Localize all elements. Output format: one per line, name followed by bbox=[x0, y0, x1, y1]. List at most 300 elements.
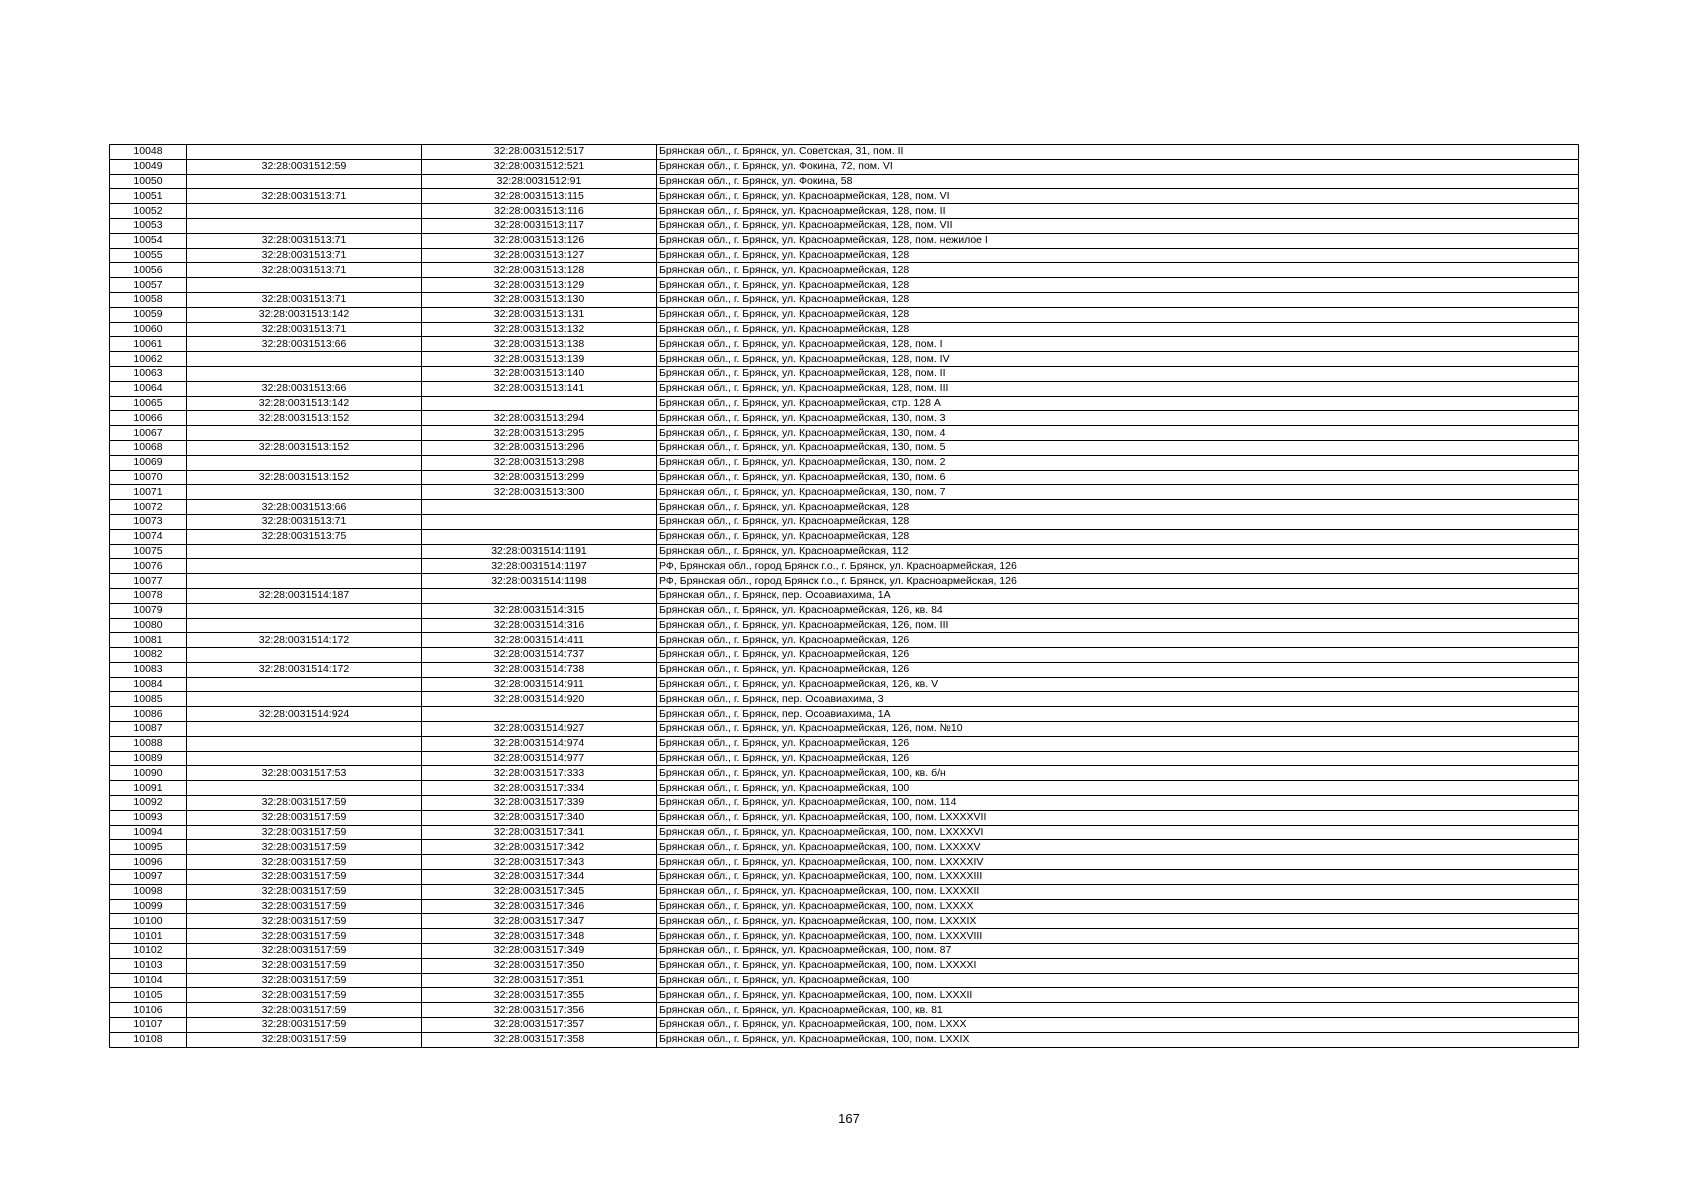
cadastral-number-cell: 32:28:0031514:1198 bbox=[422, 574, 657, 589]
row-number-cell: 10076 bbox=[110, 559, 187, 574]
parent-cadastral-number-cell: 32:28:0031513:152 bbox=[187, 470, 422, 485]
row-number-cell: 10070 bbox=[110, 470, 187, 485]
table-row bbox=[110, 426, 1579, 441]
row-number-cell: 10054 bbox=[110, 233, 187, 248]
parent-cadastral-number-cell: 32:28:0031517:59 bbox=[187, 840, 422, 855]
row-number-cell: 10075 bbox=[110, 544, 187, 559]
parent-cadastral-number-cell: 32:28:0031513:66 bbox=[187, 500, 422, 515]
cadastral-number-cell bbox=[422, 514, 657, 529]
address-cell: Брянская обл., г. Брянск, ул. Красноармейская, 126 bbox=[657, 633, 1579, 648]
table-row bbox=[110, 796, 1579, 811]
table-row bbox=[110, 677, 1579, 692]
address-cell: Брянская обл., г. Брянск, ул. Красноармейская, 130, пом. 5 bbox=[657, 440, 1579, 455]
parent-cadastral-number-cell bbox=[187, 145, 422, 160]
row-number-cell: 10101 bbox=[110, 929, 187, 944]
cadastral-number-cell bbox=[422, 529, 657, 544]
address-cell: Брянская обл., г. Брянск, ул. Красноармейская, 100, пом. 114 bbox=[657, 796, 1579, 811]
cadastral-number-cell: 32:28:0031517:334 bbox=[422, 781, 657, 796]
parent-cadastral-number-cell: 32:28:0031517:59 bbox=[187, 1003, 422, 1018]
row-number-cell: 10104 bbox=[110, 973, 187, 988]
parent-cadastral-number-cell: 32:28:0031514:172 bbox=[187, 662, 422, 677]
cadastral-number-cell: 32:28:0031517:341 bbox=[422, 825, 657, 840]
parent-cadastral-number-cell: 32:28:0031517:59 bbox=[187, 810, 422, 825]
address-cell: Брянская обл., г. Брянск, ул. Красноармейская, 100, кв. б/н bbox=[657, 766, 1579, 781]
row-number-cell: 10096 bbox=[110, 855, 187, 870]
address-cell: Брянская обл., г. Брянск, ул. Красноармейская, 126 bbox=[657, 751, 1579, 766]
table-row bbox=[110, 692, 1579, 707]
parent-cadastral-number-cell: 32:28:0031513:71 bbox=[187, 292, 422, 307]
parent-cadastral-number-cell: 32:28:0031517:59 bbox=[187, 825, 422, 840]
row-number-cell: 10053 bbox=[110, 218, 187, 233]
parent-cadastral-number-cell: 32:28:0031513:152 bbox=[187, 440, 422, 455]
address-cell: Брянская обл., г. Брянск, ул. Красноармейская, 128 bbox=[657, 278, 1579, 293]
address-cell: Брянская обл., г. Брянск, пер. Осоавиахима, 1А bbox=[657, 707, 1579, 722]
cadastral-number-cell: 32:28:0031514:738 bbox=[422, 662, 657, 677]
cadastral-number-cell: 32:28:0031517:343 bbox=[422, 855, 657, 870]
cadastral-number-cell: 32:28:0031513:139 bbox=[422, 352, 657, 367]
address-cell: Брянская обл., г. Брянск, ул. Красноармейская, 128 bbox=[657, 514, 1579, 529]
parent-cadastral-number-cell: 32:28:0031513:71 bbox=[187, 248, 422, 263]
table-row bbox=[110, 662, 1579, 677]
cadastral-number-cell: 32:28:0031514:1197 bbox=[422, 559, 657, 574]
address-cell: Брянская обл., г. Брянск, ул. Красноармейская, 130, пом. 7 bbox=[657, 485, 1579, 500]
row-number-cell: 10059 bbox=[110, 307, 187, 322]
parent-cadastral-number-cell: 32:28:0031513:152 bbox=[187, 411, 422, 426]
cadastral-number-cell: 32:28:0031513:130 bbox=[422, 292, 657, 307]
address-cell: Брянская обл., г. Брянск, ул. Красноармейская, 100, кв. 81 bbox=[657, 1003, 1579, 1018]
parent-cadastral-number-cell: 32:28:0031517:59 bbox=[187, 884, 422, 899]
cadastral-number-cell: 32:28:0031513:117 bbox=[422, 218, 657, 233]
table-row bbox=[110, 544, 1579, 559]
cadastral-number-cell: 32:28:0031517:348 bbox=[422, 929, 657, 944]
parent-cadastral-number-cell bbox=[187, 736, 422, 751]
cadastral-number-cell: 32:28:0031517:349 bbox=[422, 944, 657, 959]
cadastral-number-cell: 32:28:0031517:357 bbox=[422, 1018, 657, 1033]
address-cell: Брянская обл., г. Брянск, ул. Красноармейская, 100, пом. 87 bbox=[657, 944, 1579, 959]
table-row bbox=[110, 514, 1579, 529]
cadastral-number-cell: 32:28:0031514:411 bbox=[422, 633, 657, 648]
cadastral-number-cell: 32:28:0031513:129 bbox=[422, 278, 657, 293]
row-number-cell: 10106 bbox=[110, 1003, 187, 1018]
cadastral-number-cell: 32:28:0031513:131 bbox=[422, 307, 657, 322]
parent-cadastral-number-cell: 32:28:0031517:53 bbox=[187, 766, 422, 781]
table-row bbox=[110, 248, 1579, 263]
table-row bbox=[110, 884, 1579, 899]
table-row bbox=[110, 603, 1579, 618]
address-cell: Брянская обл., г. Брянск, ул. Красноармейская, 128 bbox=[657, 292, 1579, 307]
row-number-cell: 10092 bbox=[110, 796, 187, 811]
parent-cadastral-number-cell: 32:28:0031517:59 bbox=[187, 870, 422, 885]
address-cell: Брянская обл., г. Брянск, ул. Красноармейская, 126, кв. 84 bbox=[657, 603, 1579, 618]
address-cell: Брянская обл., г. Брянск, ул. Красноармейская, 126 bbox=[657, 662, 1579, 677]
parent-cadastral-number-cell bbox=[187, 426, 422, 441]
address-cell: Брянская обл., г. Брянск, ул. Красноармейская, 112 bbox=[657, 544, 1579, 559]
address-cell: Брянская обл., г. Брянск, ул. Красноармейская, 128 bbox=[657, 307, 1579, 322]
cadastral-number-cell: 32:28:0031514:927 bbox=[422, 722, 657, 737]
row-number-cell: 10063 bbox=[110, 366, 187, 381]
row-number-cell: 10097 bbox=[110, 870, 187, 885]
row-number-cell: 10061 bbox=[110, 337, 187, 352]
parent-cadastral-number-cell: 32:28:0031517:59 bbox=[187, 929, 422, 944]
table-row bbox=[110, 929, 1579, 944]
row-number-cell: 10055 bbox=[110, 248, 187, 263]
parent-cadastral-number-cell: 32:28:0031513:66 bbox=[187, 381, 422, 396]
table-row bbox=[110, 396, 1579, 411]
address-cell: Брянская обл., г. Брянск, ул. Красноармейская, 100 bbox=[657, 973, 1579, 988]
address-cell: Брянская обл., г. Брянск, ул. Красноармейская, 100, пом. LXXIX bbox=[657, 1032, 1579, 1047]
cadastral-number-cell: 32:28:0031513:140 bbox=[422, 366, 657, 381]
cadastral-number-cell bbox=[422, 707, 657, 722]
row-number-cell: 10073 bbox=[110, 514, 187, 529]
parent-cadastral-number-cell: 32:28:0031517:59 bbox=[187, 914, 422, 929]
row-number-cell: 10056 bbox=[110, 263, 187, 278]
cadastral-number-cell: 32:28:0031517:346 bbox=[422, 899, 657, 914]
address-cell: Брянская обл., г. Брянск, ул. Красноармейская, 100, пом. LXXXXVII bbox=[657, 810, 1579, 825]
parent-cadastral-number-cell bbox=[187, 648, 422, 663]
address-cell: Брянская обл., г. Брянск, ул. Красноармейская, 100, пом. LXXXX bbox=[657, 899, 1579, 914]
row-number-cell: 10057 bbox=[110, 278, 187, 293]
row-number-cell: 10084 bbox=[110, 677, 187, 692]
address-cell: Брянская обл., г. Брянск, ул. Красноармейская, 128, пом. IV bbox=[657, 352, 1579, 367]
table-row bbox=[110, 233, 1579, 248]
address-cell: Брянская обл., г. Брянск, пер. Осоавиахима, 1А bbox=[657, 588, 1579, 603]
cadastral-number-cell: 32:28:0031517:345 bbox=[422, 884, 657, 899]
table-row bbox=[110, 366, 1579, 381]
table-row bbox=[110, 189, 1579, 204]
table-row bbox=[110, 648, 1579, 663]
table-row bbox=[110, 322, 1579, 337]
address-cell: Брянская обл., г. Брянск, пер. Осоавиахима, 3 bbox=[657, 692, 1579, 707]
table-row bbox=[110, 1018, 1579, 1033]
row-number-cell: 10098 bbox=[110, 884, 187, 899]
row-number-cell: 10087 bbox=[110, 722, 187, 737]
table-row bbox=[110, 840, 1579, 855]
table-row bbox=[110, 1003, 1579, 1018]
address-cell: Брянская обл., г. Брянск, ул. Красноармейская, 100 bbox=[657, 781, 1579, 796]
parent-cadastral-number-cell: 32:28:0031513:71 bbox=[187, 514, 422, 529]
address-cell: Брянская обл., г. Брянск, ул. Красноармейская, 128, пом. II bbox=[657, 204, 1579, 219]
table-row bbox=[110, 159, 1579, 174]
row-number-cell: 10068 bbox=[110, 440, 187, 455]
row-number-cell: 10067 bbox=[110, 426, 187, 441]
row-number-cell: 10051 bbox=[110, 189, 187, 204]
address-cell: Брянская обл., г. Брянск, ул. Красноармейская, 100, пом. LXXXIX bbox=[657, 914, 1579, 929]
cadastral-number-cell: 32:28:0031514:911 bbox=[422, 677, 657, 692]
table-row bbox=[110, 574, 1579, 589]
row-number-cell: 10066 bbox=[110, 411, 187, 426]
parent-cadastral-number-cell bbox=[187, 751, 422, 766]
parent-cadastral-number-cell bbox=[187, 603, 422, 618]
row-number-cell: 10088 bbox=[110, 736, 187, 751]
cadastral-number-cell: 32:28:0031513:138 bbox=[422, 337, 657, 352]
row-number-cell: 10086 bbox=[110, 707, 187, 722]
table-row bbox=[110, 958, 1579, 973]
cadastral-number-cell: 32:28:0031517:344 bbox=[422, 870, 657, 885]
parent-cadastral-number-cell bbox=[187, 366, 422, 381]
row-number-cell: 10081 bbox=[110, 633, 187, 648]
cadastral-number-cell: 32:28:0031517:347 bbox=[422, 914, 657, 929]
row-number-cell: 10099 bbox=[110, 899, 187, 914]
cadastral-number-cell: 32:28:0031512:521 bbox=[422, 159, 657, 174]
row-number-cell: 10103 bbox=[110, 958, 187, 973]
parent-cadastral-number-cell bbox=[187, 781, 422, 796]
table-row bbox=[110, 1032, 1579, 1047]
cadastral-number-cell: 32:28:0031513:300 bbox=[422, 485, 657, 500]
row-number-cell: 10082 bbox=[110, 648, 187, 663]
parent-cadastral-number-cell bbox=[187, 204, 422, 219]
address-cell: Брянская обл., г. Брянск, ул. Красноармейская, 130, пом. 4 bbox=[657, 426, 1579, 441]
cadastral-number-cell: 32:28:0031517:339 bbox=[422, 796, 657, 811]
cadastral-number-cell: 32:28:0031513:115 bbox=[422, 189, 657, 204]
address-cell: Брянская обл., г. Брянск, ул. Красноармейская, 100, пом. LXXXXIV bbox=[657, 855, 1579, 870]
address-cell: Брянская обл., г. Брянск, ул. Красноармейская, 128 bbox=[657, 263, 1579, 278]
table-row bbox=[110, 204, 1579, 219]
table-row bbox=[110, 855, 1579, 870]
address-cell: Брянская обл., г. Брянск, ул. Красноармейская, 128 bbox=[657, 500, 1579, 515]
table-row bbox=[110, 707, 1579, 722]
table-row bbox=[110, 218, 1579, 233]
parent-cadastral-number-cell bbox=[187, 544, 422, 559]
cadastral-number-cell: 32:28:0031514:974 bbox=[422, 736, 657, 751]
cadastral-number-cell: 32:28:0031514:315 bbox=[422, 603, 657, 618]
row-number-cell: 10078 bbox=[110, 588, 187, 603]
cadastral-number-cell: 32:28:0031513:298 bbox=[422, 455, 657, 470]
parent-cadastral-number-cell: 32:28:0031517:59 bbox=[187, 944, 422, 959]
row-number-cell: 10064 bbox=[110, 381, 187, 396]
address-cell: Брянская обл., г. Брянск, ул. Красноармейская, 128, пом. VI bbox=[657, 189, 1579, 204]
address-cell: Брянская обл., г. Брянск, ул. Красноармейская, 128, пом. I bbox=[657, 337, 1579, 352]
parent-cadastral-number-cell bbox=[187, 485, 422, 500]
table-row bbox=[110, 751, 1579, 766]
row-number-cell: 10060 bbox=[110, 322, 187, 337]
address-cell: Брянская обл., г. Брянск, ул. Красноармейская, 130, пом. 2 bbox=[657, 455, 1579, 470]
table-row bbox=[110, 914, 1579, 929]
table-row bbox=[110, 263, 1579, 278]
table-row bbox=[110, 278, 1579, 293]
address-cell: Брянская обл., г. Брянск, ул. Фокина, 58 bbox=[657, 174, 1579, 189]
table-row bbox=[110, 307, 1579, 322]
table-row bbox=[110, 292, 1579, 307]
address-cell: Брянская обл., г. Брянск, ул. Красноармейская, 100, пом. LXXXXI bbox=[657, 958, 1579, 973]
cadastral-number-cell: 32:28:0031514:920 bbox=[422, 692, 657, 707]
address-cell: Брянская обл., г. Брянск, ул. Красноармейская, 126 bbox=[657, 736, 1579, 751]
row-number-cell: 10052 bbox=[110, 204, 187, 219]
parent-cadastral-number-cell: 32:28:0031517:59 bbox=[187, 988, 422, 1003]
row-number-cell: 10094 bbox=[110, 825, 187, 840]
table-row bbox=[110, 500, 1579, 515]
address-cell: РФ, Брянская обл., город Брянск г.о., г. Брянск, ул. Красноармейская, 126 bbox=[657, 574, 1579, 589]
cadastral-number-cell: 32:28:0031517:340 bbox=[422, 810, 657, 825]
cadastral-number-cell: 32:28:0031513:141 bbox=[422, 381, 657, 396]
parent-cadastral-number-cell: 32:28:0031513:71 bbox=[187, 263, 422, 278]
parent-cadastral-number-cell bbox=[187, 455, 422, 470]
cadastral-number-cell: 32:28:0031514:737 bbox=[422, 648, 657, 663]
row-number-cell: 10080 bbox=[110, 618, 187, 633]
address-cell: Брянская обл., г. Брянск, ул. Красноармейская, 126, пом. III bbox=[657, 618, 1579, 633]
parent-cadastral-number-cell: 32:28:0031517:59 bbox=[187, 1018, 422, 1033]
parent-cadastral-number-cell: 32:28:0031517:59 bbox=[187, 1032, 422, 1047]
address-cell: Брянская обл., г. Брянск, ул. Красноармейская, стр. 128 А bbox=[657, 396, 1579, 411]
parent-cadastral-number-cell: 32:28:0031517:59 bbox=[187, 796, 422, 811]
parent-cadastral-number-cell: 32:28:0031513:142 bbox=[187, 396, 422, 411]
table-row bbox=[110, 825, 1579, 840]
table-row bbox=[110, 722, 1579, 737]
cadastral-number-cell: 32:28:0031513:132 bbox=[422, 322, 657, 337]
table-row bbox=[110, 810, 1579, 825]
address-cell: Брянская обл., г. Брянск, ул. Красноармейская, 128, пом. II bbox=[657, 366, 1579, 381]
parent-cadastral-number-cell: 32:28:0031513:142 bbox=[187, 307, 422, 322]
parent-cadastral-number-cell bbox=[187, 278, 422, 293]
row-number-cell: 10069 bbox=[110, 455, 187, 470]
parent-cadastral-number-cell: 32:28:0031517:59 bbox=[187, 855, 422, 870]
row-number-cell: 10091 bbox=[110, 781, 187, 796]
table-row bbox=[110, 455, 1579, 470]
cadastral-number-cell: 32:28:0031517:356 bbox=[422, 1003, 657, 1018]
table-row bbox=[110, 337, 1579, 352]
parent-cadastral-number-cell: 32:28:0031517:59 bbox=[187, 958, 422, 973]
cadastral-number-cell: 32:28:0031513:299 bbox=[422, 470, 657, 485]
parent-cadastral-number-cell: 32:28:0031513:75 bbox=[187, 529, 422, 544]
parent-cadastral-number-cell bbox=[187, 722, 422, 737]
row-number-cell: 10048 bbox=[110, 145, 187, 160]
parent-cadastral-number-cell: 32:28:0031514:924 bbox=[187, 707, 422, 722]
table-row bbox=[110, 588, 1579, 603]
table-row bbox=[110, 899, 1579, 914]
row-number-cell: 10079 bbox=[110, 603, 187, 618]
row-number-cell: 10049 bbox=[110, 159, 187, 174]
row-number-cell: 10089 bbox=[110, 751, 187, 766]
address-cell: Брянская обл., г. Брянск, ул. Красноармейская, 128 bbox=[657, 529, 1579, 544]
cadastral-number-cell: 32:28:0031517:355 bbox=[422, 988, 657, 1003]
cadastral-number-cell: 32:28:0031517:358 bbox=[422, 1032, 657, 1047]
page-number: 167 bbox=[838, 1111, 860, 1126]
address-cell: Брянская обл., г. Брянск, ул. Красноармейская, 126, пом. №10 bbox=[657, 722, 1579, 737]
table-row bbox=[110, 381, 1579, 396]
row-number-cell: 10062 bbox=[110, 352, 187, 367]
parent-cadastral-number-cell bbox=[187, 218, 422, 233]
cadastral-number-cell: 32:28:0031514:977 bbox=[422, 751, 657, 766]
table-row bbox=[110, 781, 1579, 796]
parent-cadastral-number-cell: 32:28:0031513:71 bbox=[187, 189, 422, 204]
row-number-cell: 10102 bbox=[110, 944, 187, 959]
cadastral-number-cell: 32:28:0031513:128 bbox=[422, 263, 657, 278]
address-cell: Брянская обл., г. Брянск, ул. Красноармейская, 100, пом. LXXXII bbox=[657, 988, 1579, 1003]
cadastral-number-cell: 32:28:0031514:1191 bbox=[422, 544, 657, 559]
row-number-cell: 10074 bbox=[110, 529, 187, 544]
parent-cadastral-number-cell bbox=[187, 618, 422, 633]
parent-cadastral-number-cell: 32:28:0031517:59 bbox=[187, 899, 422, 914]
table-row bbox=[110, 559, 1579, 574]
cadastral-number-cell: 32:28:0031514:316 bbox=[422, 618, 657, 633]
cadastral-number-cell: 32:28:0031517:342 bbox=[422, 840, 657, 855]
table-row bbox=[110, 633, 1579, 648]
address-cell: Брянская обл., г. Брянск, ул. Красноармейская, 130, пом. 3 bbox=[657, 411, 1579, 426]
address-cell: Брянская обл., г. Брянск, ул. Красноармейская, 128, пом. VII bbox=[657, 218, 1579, 233]
row-number-cell: 10050 bbox=[110, 174, 187, 189]
row-number-cell: 10065 bbox=[110, 396, 187, 411]
address-cell: Брянская обл., г. Брянск, ул. Красноармейская, 100, пом. LXXXXVI bbox=[657, 825, 1579, 840]
parent-cadastral-number-cell bbox=[187, 559, 422, 574]
address-cell: РФ, Брянская обл., город Брянск г.о., г. Брянск, ул. Красноармейская, 126 bbox=[657, 559, 1579, 574]
table-row bbox=[110, 944, 1579, 959]
table-row bbox=[110, 988, 1579, 1003]
cadastral-number-cell: 32:28:0031513:295 bbox=[422, 426, 657, 441]
parent-cadastral-number-cell bbox=[187, 352, 422, 367]
cadastral-number-cell: 32:28:0031513:127 bbox=[422, 248, 657, 263]
table-row bbox=[110, 145, 1579, 160]
parent-cadastral-number-cell bbox=[187, 677, 422, 692]
table-row bbox=[110, 618, 1579, 633]
row-number-cell: 10071 bbox=[110, 485, 187, 500]
cadastral-number-cell bbox=[422, 500, 657, 515]
table-row bbox=[110, 870, 1579, 885]
address-cell: Брянская обл., г. Брянск, ул. Красноармейская, 128 bbox=[657, 248, 1579, 263]
parent-cadastral-number-cell: 32:28:0031514:172 bbox=[187, 633, 422, 648]
parent-cadastral-number-cell: 32:28:0031513:66 bbox=[187, 337, 422, 352]
address-cell: Брянская обл., г. Брянск, ул. Красноармейская, 100, пом. LXXXXV bbox=[657, 840, 1579, 855]
row-number-cell: 10105 bbox=[110, 988, 187, 1003]
address-cell: Брянская обл., г. Брянск, ул. Красноармейская, 100, пом. LXXX bbox=[657, 1018, 1579, 1033]
registry-table-body bbox=[110, 145, 1579, 1048]
table-row bbox=[110, 485, 1579, 500]
row-number-cell: 10100 bbox=[110, 914, 187, 929]
parent-cadastral-number-cell: 32:28:0031512:59 bbox=[187, 159, 422, 174]
address-cell: Брянская обл., г. Брянск, ул. Красноармейская, 100, пом. LXXXXII bbox=[657, 884, 1579, 899]
address-cell: Брянская обл., г. Брянск, ул. Красноармейская, 130, пом. 6 bbox=[657, 470, 1579, 485]
address-cell: Брянская обл., г. Брянск, ул. Красноармейская, 128 bbox=[657, 322, 1579, 337]
table-row bbox=[110, 529, 1579, 544]
cadastral-number-cell bbox=[422, 396, 657, 411]
registry-table bbox=[109, 144, 1579, 1048]
table-row bbox=[110, 470, 1579, 485]
row-number-cell: 10090 bbox=[110, 766, 187, 781]
cadastral-number-cell: 32:28:0031512:517 bbox=[422, 145, 657, 160]
cadastral-number-cell: 32:28:0031517:351 bbox=[422, 973, 657, 988]
address-cell: Брянская обл., г. Брянск, ул. Красноармейская, 126, кв. V bbox=[657, 677, 1579, 692]
table-row bbox=[110, 352, 1579, 367]
row-number-cell: 10108 bbox=[110, 1032, 187, 1047]
cadastral-number-cell: 32:28:0031513:116 bbox=[422, 204, 657, 219]
table-row bbox=[110, 411, 1579, 426]
row-number-cell: 10058 bbox=[110, 292, 187, 307]
row-number-cell: 10083 bbox=[110, 662, 187, 677]
table-row bbox=[110, 766, 1579, 781]
address-cell: Брянская обл., г. Брянск, ул. Красноармейская, 100, пом. LXXXVIII bbox=[657, 929, 1579, 944]
row-number-cell: 10095 bbox=[110, 840, 187, 855]
address-cell: Брянская обл., г. Брянск, ул. Советская, 31, пом. II bbox=[657, 145, 1579, 160]
parent-cadastral-number-cell: 32:28:0031513:71 bbox=[187, 322, 422, 337]
cadastral-number-cell bbox=[422, 588, 657, 603]
cadastral-number-cell: 32:28:0031513:296 bbox=[422, 440, 657, 455]
cadastral-number-cell: 32:28:0031513:126 bbox=[422, 233, 657, 248]
table-row bbox=[110, 973, 1579, 988]
parent-cadastral-number-cell: 32:28:0031513:71 bbox=[187, 233, 422, 248]
parent-cadastral-number-cell bbox=[187, 174, 422, 189]
row-number-cell: 10085 bbox=[110, 692, 187, 707]
table-row bbox=[110, 736, 1579, 751]
address-cell: Брянская обл., г. Брянск, ул. Фокина, 72, пом. VI bbox=[657, 159, 1579, 174]
parent-cadastral-number-cell: 32:28:0031517:59 bbox=[187, 973, 422, 988]
row-number-cell: 10093 bbox=[110, 810, 187, 825]
address-cell: Брянская обл., г. Брянск, ул. Красноармейская, 128, пом. нежилое I bbox=[657, 233, 1579, 248]
parent-cadastral-number-cell bbox=[187, 692, 422, 707]
row-number-cell: 10072 bbox=[110, 500, 187, 515]
address-cell: Брянская обл., г. Брянск, ул. Красноармейская, 100, пом. LXXXXIII bbox=[657, 870, 1579, 885]
cadastral-number-cell: 32:28:0031517:333 bbox=[422, 766, 657, 781]
row-number-cell: 10107 bbox=[110, 1018, 187, 1033]
table-row bbox=[110, 440, 1579, 455]
cadastral-number-cell: 32:28:0031517:350 bbox=[422, 958, 657, 973]
